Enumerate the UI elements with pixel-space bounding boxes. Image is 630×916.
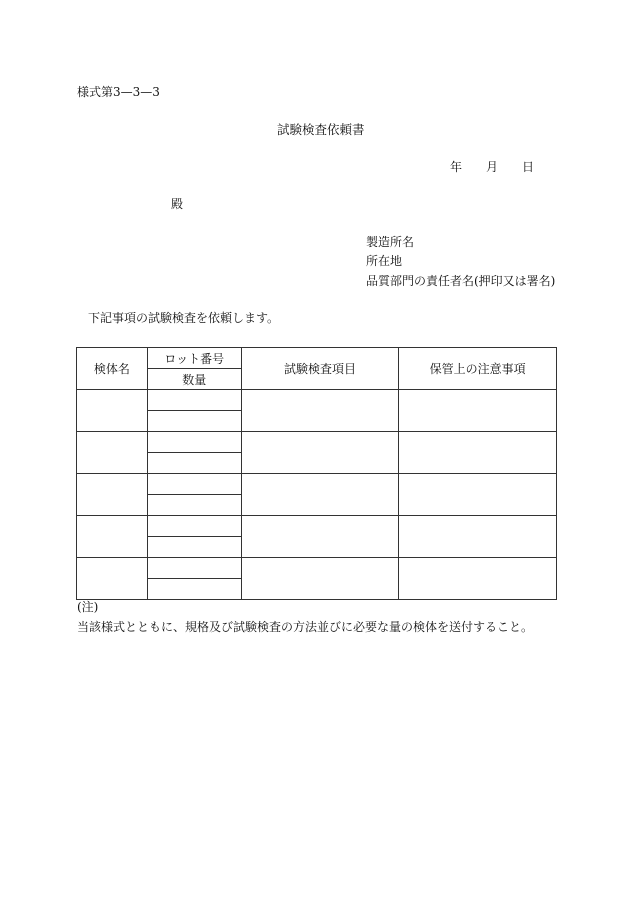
header-lot-number: ロット番号 bbox=[147, 348, 241, 369]
quantity-cell[interactable] bbox=[147, 495, 241, 516]
test-items-cell[interactable] bbox=[241, 558, 399, 600]
manufacturer-name-label: 製造所名 bbox=[366, 235, 415, 249]
header-quantity: 数量 bbox=[147, 369, 241, 390]
quantity-cell[interactable] bbox=[147, 537, 241, 558]
lot-number-cell[interactable] bbox=[147, 390, 241, 411]
test-items-cell[interactable] bbox=[241, 432, 399, 474]
table-row bbox=[77, 474, 557, 495]
header-storage-notes: 保管上の注意事項 bbox=[399, 348, 557, 390]
table-row bbox=[77, 432, 557, 453]
sample-name-cell[interactable] bbox=[77, 390, 148, 432]
date-year: 年 bbox=[450, 160, 463, 174]
sample-name-cell[interactable] bbox=[77, 474, 148, 516]
lot-number-cell[interactable] bbox=[147, 474, 241, 495]
storage-notes-cell[interactable] bbox=[399, 558, 557, 600]
header-test-items: 試験検査項目 bbox=[241, 348, 399, 390]
address-label: 所在地 bbox=[366, 254, 403, 268]
lot-number-cell[interactable] bbox=[147, 558, 241, 579]
lot-number-cell[interactable] bbox=[147, 432, 241, 453]
note-label: (注) bbox=[77, 600, 99, 614]
document-title: 試験検査依頼書 bbox=[277, 122, 365, 137]
form-number: 様式第3—3—3 bbox=[77, 85, 160, 99]
quantity-cell[interactable] bbox=[147, 453, 241, 474]
quantity-cell[interactable] bbox=[147, 579, 241, 600]
request-table bbox=[76, 347, 557, 600]
test-items-cell[interactable] bbox=[241, 474, 399, 516]
header-sample-name: 検体名 bbox=[77, 348, 148, 390]
addressee-suffix: 殿 bbox=[171, 197, 184, 211]
date-day: 日 bbox=[522, 160, 535, 174]
note-text: 当該様式とともに、規格及び試験検査の方法並びに必要な量の検体を送付すること。 bbox=[77, 620, 534, 634]
responsible-person-label: 品質部門の責任者名(押印又は署名) bbox=[366, 274, 556, 288]
request-text: 下記事項の試験検査を依頼します。 bbox=[88, 311, 280, 325]
lot-number-cell[interactable] bbox=[147, 516, 241, 537]
sample-name-cell[interactable] bbox=[77, 516, 148, 558]
sample-name-cell[interactable] bbox=[77, 558, 148, 600]
table-row bbox=[77, 516, 557, 537]
table-row bbox=[77, 390, 557, 411]
test-items-cell[interactable] bbox=[241, 390, 399, 432]
date-month: 月 bbox=[486, 160, 499, 174]
sample-name-cell[interactable] bbox=[77, 432, 148, 474]
storage-notes-cell[interactable] bbox=[399, 474, 557, 516]
quantity-cell[interactable] bbox=[147, 411, 241, 432]
test-items-cell[interactable] bbox=[241, 516, 399, 558]
storage-notes-cell[interactable] bbox=[399, 390, 557, 432]
storage-notes-cell[interactable] bbox=[399, 516, 557, 558]
storage-notes-cell[interactable] bbox=[399, 432, 557, 474]
table-row bbox=[77, 558, 557, 579]
